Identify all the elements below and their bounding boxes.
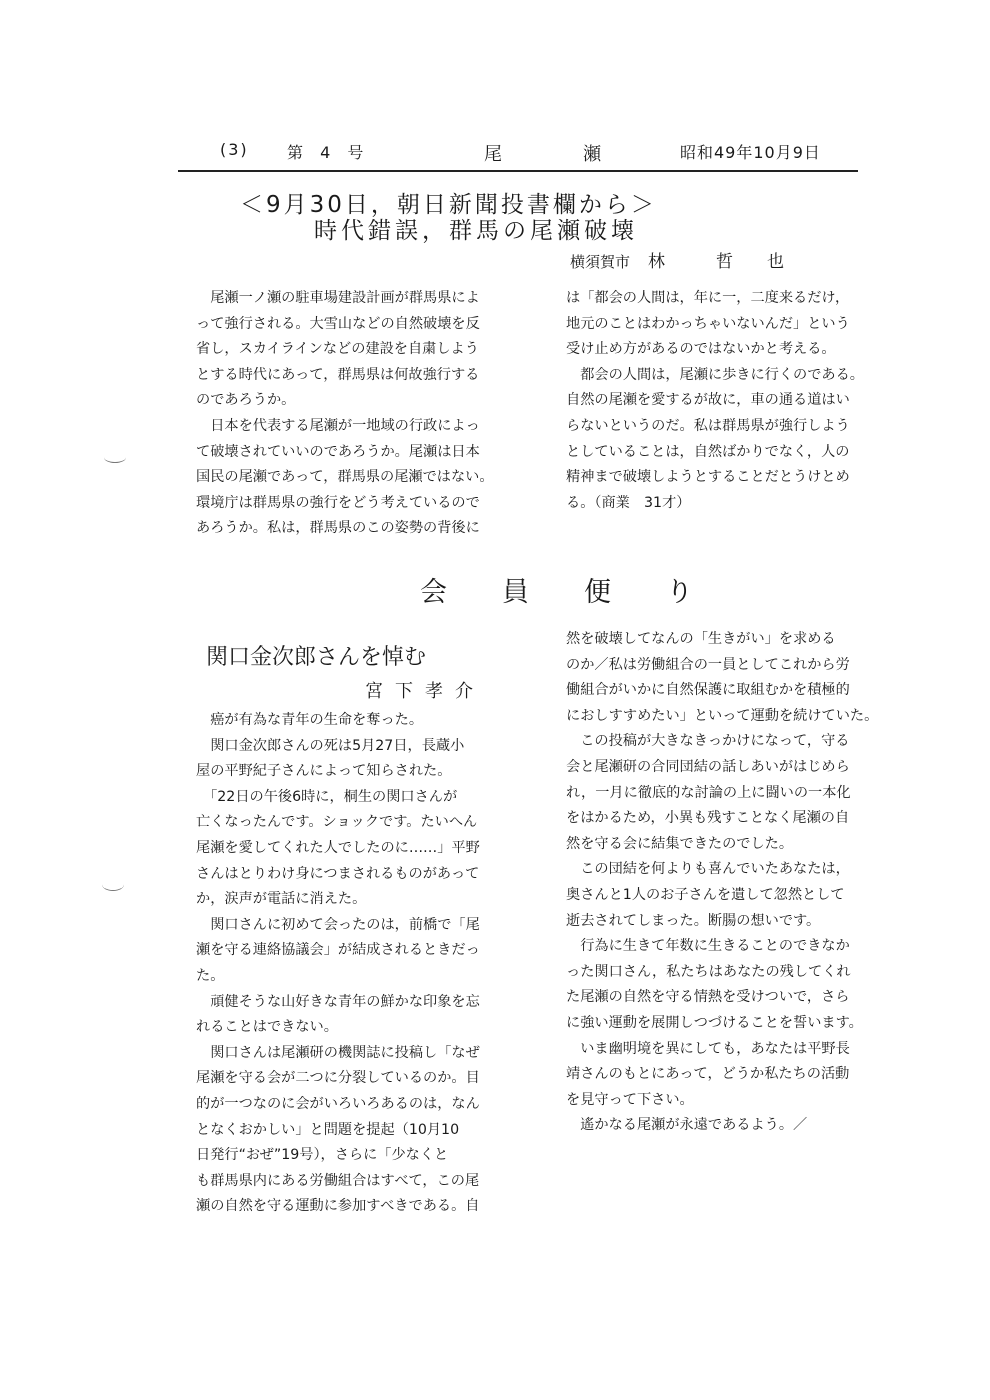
page-number: (3): [220, 140, 249, 159]
text-line: に強い運動を展開しつづけることを誓います。: [566, 1014, 863, 1031]
text-line: 日本を代表する尾瀬が一地域の行政によっ: [196, 417, 480, 434]
article2-column-left: [196, 708, 480, 1220]
text-line: 遙かなる尾瀬が永遠であるよう。／: [566, 1117, 808, 1134]
article1-title-line1: ＜9月30日，朝日新聞投書欄から＞: [240, 192, 657, 218]
text-line: としていることは，自然ばかりでなく，人の: [566, 443, 850, 460]
text-line: 然を守る会に結集できたのでした。: [566, 835, 794, 852]
text-line: 瀬の自然を守る運動に参加すべきである。自: [196, 1198, 480, 1215]
article2-column-right: [566, 627, 878, 1139]
text-line: いま幽明境を異にしても，あなたは平野長: [566, 1040, 850, 1057]
text-line: 関口さんに初めて会ったのは，前橋で「尾: [196, 916, 480, 933]
text-line: 奥さんと1人のお子さんを遺して忽然として: [566, 886, 845, 903]
text-line: った関口さん，私たちはあなたの残してくれ: [566, 963, 851, 980]
text-line: この団結を何よりも喜んでいたあなたは，: [566, 861, 850, 878]
text-line: となくおかしい」と問題を提起（10月10: [196, 1121, 460, 1138]
text-line: 環境庁は群馬県の強行をどう考えているので: [196, 494, 480, 511]
article1-byline: [570, 247, 784, 272]
text-line: 行為に生きて年数に生きることのできなか: [566, 938, 850, 955]
text-line: のか／私は労働組合の一員としてこれから労: [566, 656, 850, 673]
text-line: 受け止め方があるのではないかと考える。: [566, 341, 836, 358]
text-line: 癌が有為な青年の生命を奪った。: [196, 712, 424, 728]
text-line: 日発行“おぜ”19号），さらに「少なくと: [196, 1147, 449, 1164]
text-line: さんはとりわけ身につまされるものがあって: [196, 865, 480, 882]
issue-number: 第 4 号: [287, 143, 370, 162]
text-line: って強行される。大雪山などの自然破壊を反: [196, 315, 480, 332]
text-line: か，涙声が電話に消えた。: [196, 891, 367, 908]
text-line: も群馬県内にある労働組合はすべて，この尾: [196, 1172, 480, 1189]
text-line: 省し，スカイラインなどの建設を自粛しよう: [196, 341, 479, 358]
text-line: 関口金次郎さんの死は5月27日，長蔵小: [196, 737, 465, 754]
article1-title-line2: 時代錯誤，群馬の尾瀬破壊: [314, 218, 638, 244]
article2-author: 宮下孝介: [365, 681, 485, 702]
text-line: この投稿が大きなきっかけになって，守る: [566, 733, 850, 750]
text-line: 的が一つなのに会がいろいろあるのは，なん: [196, 1095, 480, 1112]
text-line: て破壊されていいのであろうか。尾瀬は日本: [196, 443, 480, 460]
article1-column-left: [196, 286, 494, 542]
text-line: のであろうか。: [196, 392, 296, 409]
text-line: れ，一月に徹底的な討論の上に闘いの一本化: [566, 784, 851, 801]
text-line: をはかるため，小異も残すことなく尾瀬の自: [566, 810, 850, 827]
masthead-title-left: 尾: [484, 144, 504, 165]
text-line: 尾瀬一ノ瀬の駐車場建設計画が群馬県によ: [196, 290, 480, 306]
text-line: る。（商業 31才）: [566, 494, 691, 511]
text-line: 逝去されてしまった。断腸の想いです。: [566, 912, 821, 929]
masthead-title-right: 瀬: [583, 144, 603, 165]
text-line: 都会の人間は，尾瀬に歩きに行くのである。: [566, 366, 864, 383]
text-line: らないというのだ。私は群馬県が強行しよう: [566, 417, 850, 434]
section-title: 会員便り: [420, 577, 748, 608]
text-line: 関口さんは尾瀬研の機関誌に投稿し「なぜ: [196, 1044, 480, 1061]
article1-column-right: [566, 286, 864, 516]
text-line: 国民の尾瀬であって，群馬県の尾瀬ではない。: [196, 469, 494, 486]
header-rule: [178, 170, 858, 172]
text-line: を見守って下さい。: [566, 1091, 694, 1108]
text-line: 会と尾瀬研の合同団結の話しあいがはじめら: [566, 758, 850, 775]
text-line: 尾瀬を愛してくれた人でしたのに……」平野: [196, 839, 480, 856]
text-line: とする時代にあって，群馬県は何故強行する: [196, 366, 480, 383]
author-name: 林 哲 也: [648, 252, 785, 272]
text-line: 自然の尾瀬を愛するが故に，車の通る道はい: [566, 392, 850, 409]
issue-date: 昭和49年10月9日: [680, 143, 821, 162]
text-line: 精神まで破壊しようとすることだとうけとめ: [566, 469, 850, 486]
text-line: 靖さんのもとにあって，どうか私たちの活動: [566, 1066, 850, 1083]
text-line: れることはできない。: [196, 1019, 338, 1036]
text-line: 亡くなったんです。ショックです。たいへん: [196, 814, 478, 831]
text-line: た尾瀬の自然を守る情熱を受けついで，さら: [566, 989, 850, 1006]
scan-mark: [104, 452, 126, 463]
text-line: 尾瀬を守る会が二つに分裂しているのか。目: [196, 1070, 480, 1087]
text-line: 屋の平野紀子さんによって知らされた。: [196, 763, 452, 780]
text-line: 働組合がいかに自然保護に取組むかを積極的: [566, 682, 850, 699]
text-line: た。: [196, 967, 225, 984]
text-line: は「都会の人間は，年に一，二度来るだけ，: [566, 290, 850, 306]
article2-title: 関口金次郎さんを悼む: [206, 645, 427, 670]
text-line: 然を破壊してなんの「生きがい」を求める: [566, 631, 836, 647]
author-city: 横須賀市: [570, 253, 631, 271]
text-line: 地元のことはわかっちゃいないんだ」という: [566, 315, 850, 332]
text-line: 「22日の午後6時に，桐生の関口さんが: [196, 788, 458, 805]
text-line: 頑健そうな山好きな青年の鮮かな印象を忘: [196, 993, 480, 1010]
text-line: におしすすめたい」といって運動を続けていた。: [566, 707, 879, 724]
scan-mark: [102, 878, 124, 891]
text-line: 瀬を守る連絡協議会」が結成されるときだっ: [196, 942, 480, 959]
text-line: あろうか。私は，群馬県のこの姿勢の背後に: [196, 520, 480, 537]
